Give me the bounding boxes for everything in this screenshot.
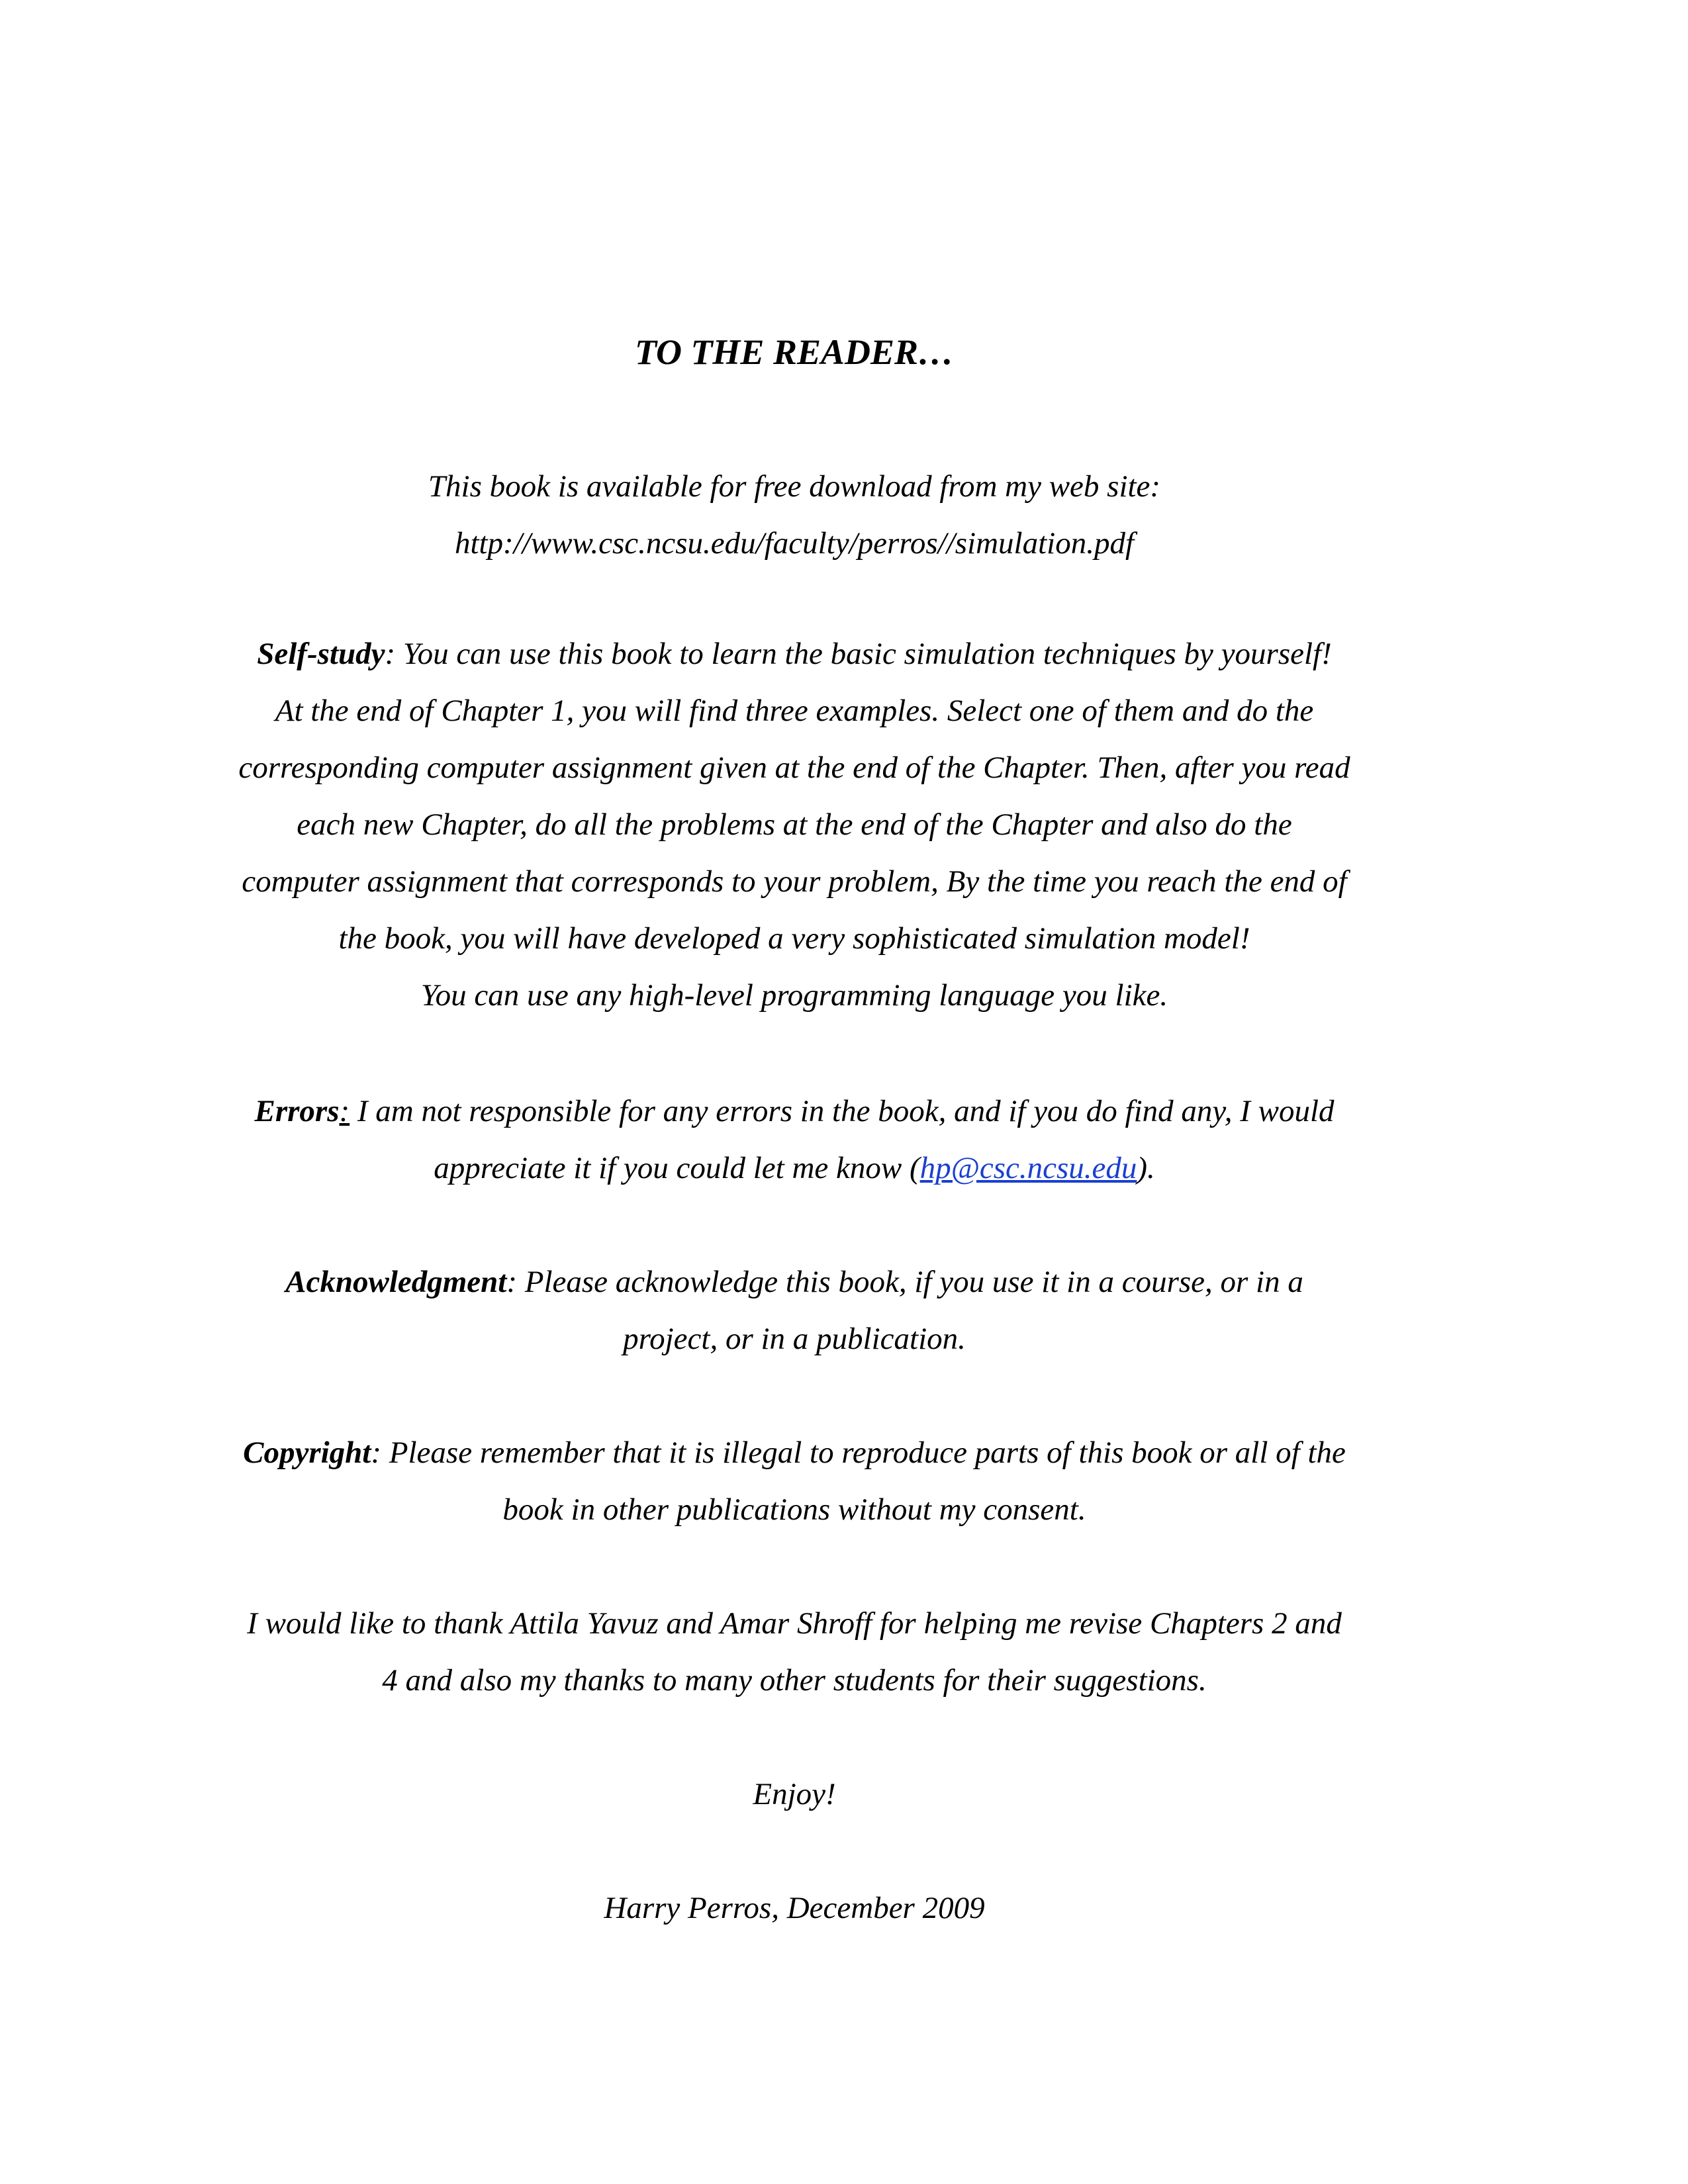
self-study-line-2: At the end of Chapter 1, you will find three examples. Select one of them and do the	[275, 694, 1314, 728]
acknowledgment-line-1-text: : Please acknowledge this book, if you use it in a course, or in a	[506, 1265, 1303, 1299]
page-title: TO THE READER…	[634, 332, 955, 372]
self-study-line-1	[0, 625, 1589, 682]
errors-colon: :	[339, 1094, 350, 1128]
self-study-line-7: You can use any high-level programming language you like.	[420, 978, 1168, 1013]
errors-line-2-post: ).	[1137, 1151, 1155, 1185]
acknowledgment-paragraph	[0, 1253, 1589, 1367]
email-link[interactable]: hp@csc.ncsu.edu	[919, 1151, 1137, 1185]
thanks-line-2: 4 and also my thanks to many other students for their suggestions.	[382, 1663, 1207, 1698]
self-study-line-3: corresponding computer assignment given at the end of the Chapter. Then, after you read	[238, 751, 1350, 785]
copyright-paragraph	[0, 1424, 1589, 1538]
errors-line-2-pre: appreciate it if you could let me know (	[434, 1151, 920, 1185]
closing-text	[0, 1766, 1589, 1823]
copyright-line-2: book in other publications without my consent.	[502, 1492, 1086, 1527]
self-study-lead: Self-study	[257, 637, 385, 671]
copyright-lead: Copyright	[243, 1435, 371, 1470]
copyright-line-1	[0, 1424, 1589, 1481]
errors-paragraph	[0, 1083, 1589, 1197]
thanks-paragraph	[0, 1595, 1589, 1709]
closing-line: Enjoy!	[753, 1777, 836, 1811]
errors-lead: Errors	[254, 1094, 340, 1128]
acknowledgment-lead: Acknowledgment	[285, 1265, 507, 1299]
errors-line-2	[0, 1140, 1589, 1197]
download-url: http://www.csc.ncsu.edu/faculty/perros//simulation.pdf	[454, 526, 1135, 561]
download-line-1: This book is available for free download from my web site:	[428, 469, 1161, 504]
self-study-paragraph	[0, 625, 1589, 1024]
self-study-line-1-text: : You can use this book to learn the basic simulation techniques by yourself!	[385, 637, 1332, 671]
signature-line: Harry Perros, December 2009	[604, 1891, 985, 1925]
self-study-line-5: computer assignment that corresponds to your problem, By the time you reach the end of	[242, 864, 1347, 899]
self-study-line-6: the book, you will have developed a very sophisticated simulation model!	[338, 921, 1250, 956]
acknowledgment-line-1	[0, 1253, 1589, 1310]
errors-line-1	[0, 1083, 1589, 1140]
self-study-line-4: each new Chapter, do all the problems at the end of the Chapter and also do the	[297, 807, 1292, 842]
thanks-line-1: I would like to thank Attila Yavuz and Amar Shroff for helping me revise Chapters 2 and	[247, 1606, 1342, 1641]
download-paragraph	[0, 458, 1589, 572]
copyright-line-1-text: : Please remember that it is illegal to reproduce parts of this book or all of the	[371, 1435, 1346, 1470]
signature-text	[0, 1880, 1589, 1936]
acknowledgment-line-2: project, or in a publication.	[623, 1322, 966, 1356]
errors-line-1-text: I am not responsible for any errors in the book, and if you do find any, I would	[350, 1094, 1335, 1128]
